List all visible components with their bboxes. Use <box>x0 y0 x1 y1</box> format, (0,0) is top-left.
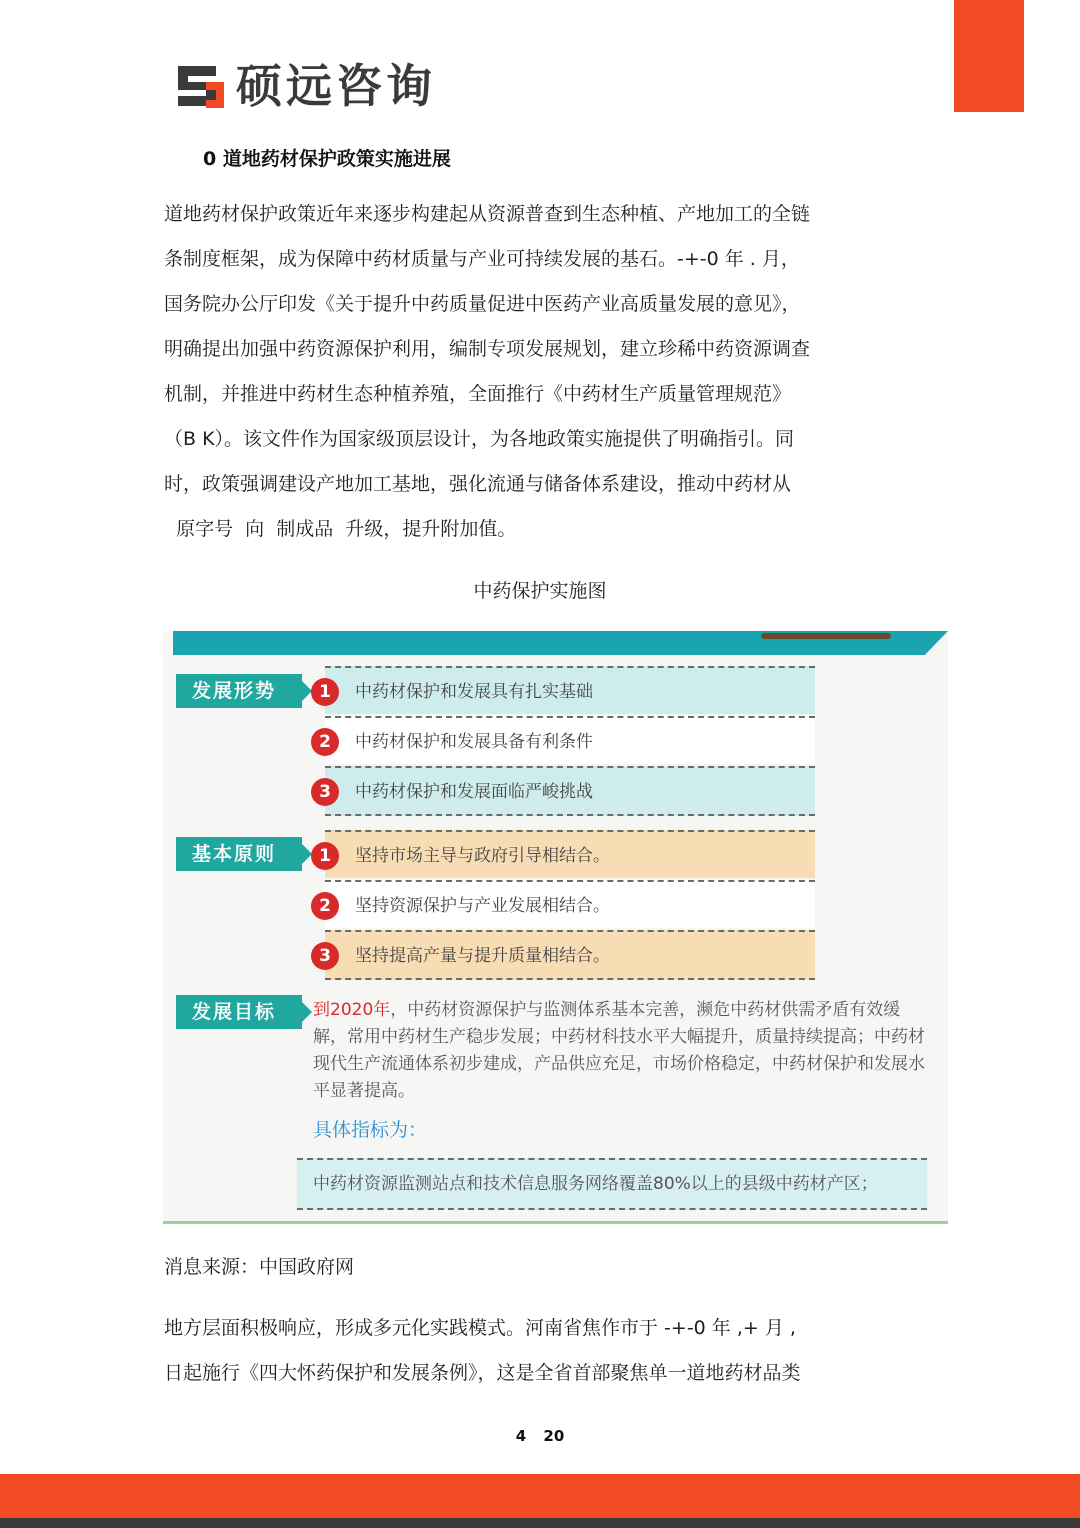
item-number-badge: 1 <box>311 842 339 870</box>
figure-top-decoration <box>761 633 891 639</box>
item-text: 坚持提高产量与提升质量相结合。 <box>355 946 610 966</box>
item-number-badge: 2 <box>311 892 339 920</box>
figure-caption: 中药保护实施图 <box>473 580 607 602</box>
logo-mark-icon <box>176 62 226 110</box>
source-note: 消息来源：中国政府网 <box>164 1256 355 1278</box>
total-pages: 20 <box>543 1427 565 1445</box>
corner-accent-block <box>954 0 1024 112</box>
item-number-badge: 1 <box>311 678 339 706</box>
body-paragraph-1 <box>164 192 909 552</box>
paragraph-line: 条制度框架，成为保障中药材质量与产业可持续发展的基石。-+-0 年 . 月， <box>164 248 800 270</box>
item-number-badge: 2 <box>311 728 339 756</box>
indicator-label: 具体指标为： <box>313 1119 428 1141</box>
paragraph-line: 地方层面积极响应，形成多元化实践模式。河南省焦作市于 -+-0 年 ,+ 月 , <box>164 1317 796 1339</box>
paragraph-line: 原字号 向 制成品 升级，提升附加值。 <box>164 518 517 540</box>
paragraph-line: （B K）。该文件作为国家级顶层设计，为各地政策实施提供了明确指引。同 <box>164 428 795 450</box>
paragraph-line: 机制，并推进中药材生态种植养殖，全面推行《中药材生产质量管理规范》 <box>164 383 792 405</box>
tag-development-goals: 发展目标 <box>176 995 302 1029</box>
paragraph-line: 明确提出加强中药资源保护利用，编制专项发展规划，建立珍稀中药资源调查 <box>164 338 811 360</box>
goals-text <box>313 997 933 1105</box>
page-number <box>0 1427 1080 1445</box>
tag-basic-principles: 基本原则 <box>176 837 302 871</box>
paragraph-line: 日起施行《四大怀药保护和发展条例》，这是全省首部聚焦单一道地药材品类 <box>164 1362 801 1384</box>
item-text: 坚持资源保护与产业发展相结合。 <box>355 896 610 916</box>
paragraph-line: 道地药材保护政策近年来逐步构建起从资源普查到生态种植、产地加工的全链 <box>164 203 811 225</box>
policy-figure <box>163 631 948 1224</box>
brand-name: 硕远咨询 <box>236 59 436 113</box>
goals-year: 到2020年 <box>313 1000 391 1020</box>
item-text: 坚持市场主导与政府引导相结合。 <box>355 846 610 866</box>
item-number-badge: 3 <box>311 942 339 970</box>
body-paragraph-2 <box>164 1306 909 1396</box>
goals-body: ，中药材资源保护与监测体系基本完善，濒危中药材供需矛盾有效缓解，常用中药材生产稳步发展；中药材科技水平大幅提升，质量持续提高；中药材现代生产流通体系初步建成，产品供应充足，市场价格稳定，中药材保护和发展水平显著提高。 <box>313 1000 925 1101</box>
footer-band <box>0 1474 1080 1518</box>
list-item <box>319 830 815 878</box>
paragraph-line: 时，政策强调建设产地加工基地，强化流通与储备体系建设，推动中药材从 <box>164 473 792 495</box>
footer-dark-strip <box>0 1518 1080 1528</box>
list-item <box>319 880 815 928</box>
list-item <box>319 930 815 980</box>
item-number-badge: 3 <box>311 778 339 806</box>
figure-bottom-line <box>163 1221 948 1224</box>
item-text: 中药材保护和发展具备有利条件 <box>355 732 593 752</box>
tag-development-situation: 发展形势 <box>176 674 302 708</box>
list-item <box>319 716 815 764</box>
brand-logo <box>176 60 436 112</box>
list-item <box>319 766 815 816</box>
indicator-text: 中药材资源监测站点和技术信息服务网络覆盖80%以上的县级中药材产区； <box>313 1174 878 1194</box>
item-text: 中药材保护和发展面临严峻挑战 <box>355 782 593 802</box>
paragraph-line: 国务院办公厅印发《关于提升中药质量促进中医药产业高质量发展的意见》， <box>164 293 801 315</box>
current-page: 4 <box>515 1427 527 1445</box>
item-text: 中药材保护和发展具有扎实基础 <box>355 682 593 702</box>
list-item <box>319 666 815 714</box>
section-heading: 0 道地药材保护政策实施进展 <box>203 148 451 170</box>
indicator-box <box>297 1158 927 1210</box>
